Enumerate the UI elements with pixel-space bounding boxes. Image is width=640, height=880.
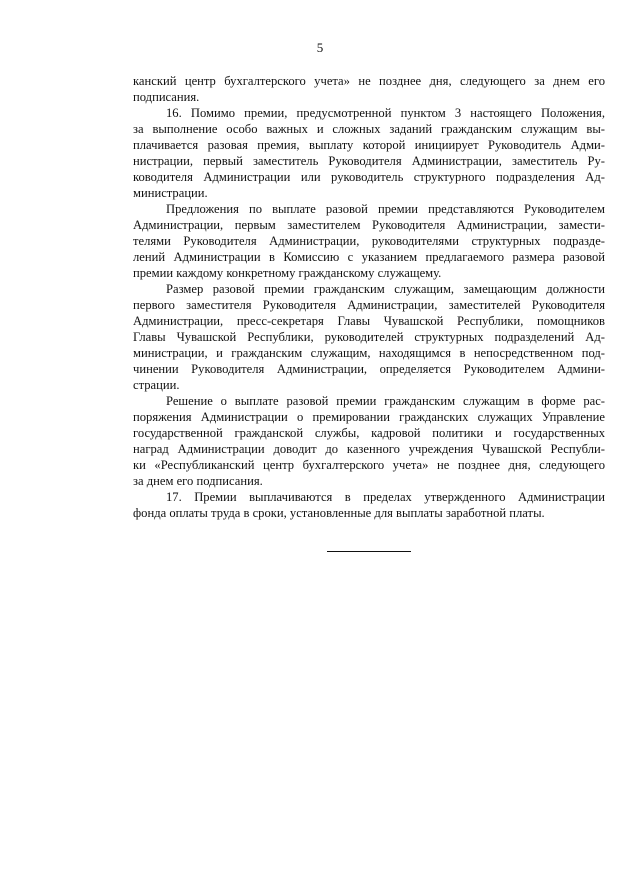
text-line: за днем его подписания.: [133, 474, 263, 488]
paragraph: [133, 73, 605, 105]
text-line: Администрации, пресс-секретаря Главы Чувашской Республики, помощников: [133, 314, 605, 328]
text-line: ки «Республиканский центр бухгалтерского учета» не позднее дня, следующего: [133, 458, 605, 472]
paragraph: [133, 393, 605, 489]
text-line: Предложения по выплате разовой премии представляются Руководителем: [166, 202, 605, 216]
text-line: первого заместителя Руководителя Администрации, заместителей Руководителя: [133, 298, 605, 312]
text-line: телями Руководителя Администрации, руководителями структурных подразде-: [133, 234, 605, 248]
text-line: канский центр бухгалтерского учета» не позднее дня, следующего за днем его: [133, 74, 605, 88]
paragraph: [133, 281, 605, 393]
text-line: лений Администрации в Комиссию с указанием предлагаемого размера разовой: [133, 250, 605, 264]
text-line: чинении Руководителя Администрации, определяется Руководителем Админи-: [133, 362, 605, 376]
text-line: нистрации, первый заместитель Руководителя Администрации, заместитель Ру-: [133, 154, 605, 168]
text-line: Решение о выплате разовой премии гражданским служащим в форме рас-: [166, 394, 605, 408]
paragraph: [133, 489, 605, 521]
text-line: поряжения Администрации о премировании гражданских служащих Управление: [133, 410, 605, 424]
text-line: государственной гражданской службы, кадровой политики и государственных: [133, 426, 605, 440]
page-number: 5: [316, 40, 324, 55]
paragraph: [133, 201, 605, 281]
text-line: министрации.: [133, 186, 208, 200]
text-line: за выполнение особо важных и сложных заданий гражданским служащим вы-: [133, 122, 605, 136]
text-line: премии каждому конкретному гражданскому служащему.: [133, 266, 442, 280]
text-line: Главы Чувашской Республики, руководителей структурных подразделений Ад-: [133, 330, 605, 344]
text-line: Администрации, первым заместителем Руководителя Администрации, замести-: [133, 218, 605, 232]
text-line: министрации, и гражданским служащим, находящимся в непосредственном под-: [133, 346, 605, 360]
text-line: страции.: [133, 378, 180, 392]
text-line: Размер разовой премии гражданским служащим, замещающим должности: [166, 282, 605, 296]
text-line: подписания.: [133, 90, 200, 104]
text-line: наград Администрации доводит до казенного учреждения Чувашской Республи-: [133, 442, 605, 456]
text-line: 17. Премии выплачиваются в пределах утвержденного Администрации: [166, 490, 605, 504]
document-body: [133, 73, 605, 521]
text-line: плачивается разовая премия, выплату которой инициирует Руководитель Адми-: [133, 138, 605, 152]
text-line: 16. Помимо премии, предусмотренной пунктом 3 настоящего Положения,: [166, 106, 605, 120]
paragraph: [133, 105, 605, 201]
text-line: ководителя Администрации или руководитель структурного подразделения Ад-: [133, 170, 605, 184]
text-line: фонда оплаты труда в сроки, установленные для выплаты заработной платы.: [133, 506, 545, 520]
end-of-text-rule: [327, 551, 411, 552]
